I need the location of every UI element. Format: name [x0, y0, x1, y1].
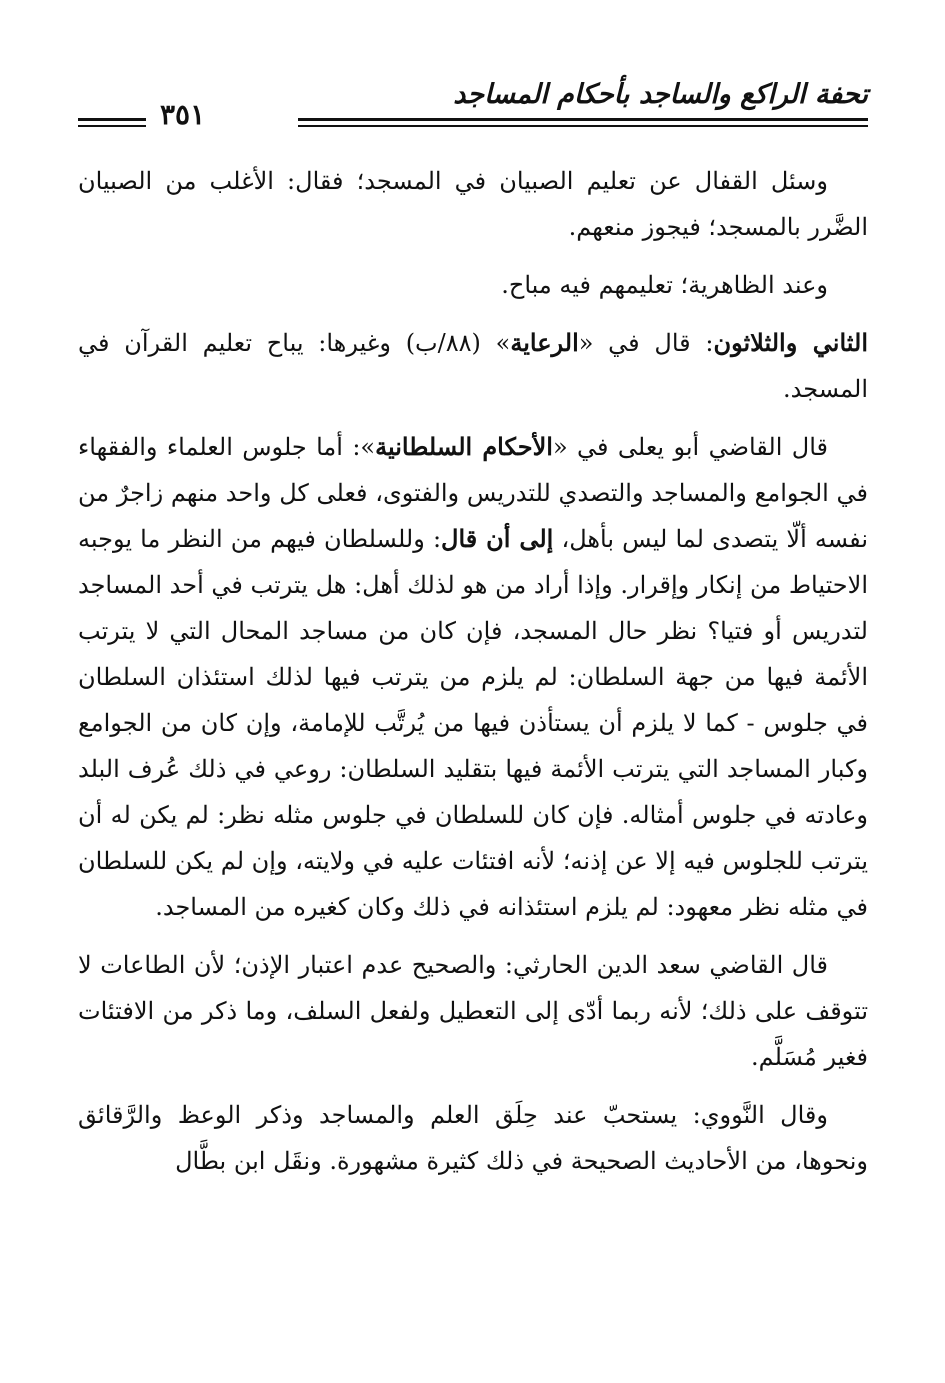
paragraph-3 — [78, 320, 868, 412]
paragraph-4-text-a: قال القاضي أبو يعلى في « — [552, 433, 828, 461]
page-body — [78, 158, 868, 1196]
header-rule-long — [298, 118, 868, 121]
paragraph-4 — [78, 424, 868, 930]
page-number: ٣٥١ — [160, 98, 206, 131]
paragraph-6: وقال النَّووي: يستحبّ عند حِلَق العلم والمساجد وذكر الوعظ والرَّقائق ونحوها، من الأحاديث الصحيحة في ذلك كثيرة مشهورة. ونقَل ابن بطَّال — [78, 1101, 868, 1175]
paragraph-4-text-b: »: أما جلوس العلماء والفقهاء في الجوامع والمساجد والتصدي للتدريس والفتوى، فعلى كل واحد منهم زاجرٌ من نفسه ألّا يتصدى لما ليس بأهل، — [78, 433, 869, 553]
page-header — [78, 78, 868, 138]
paragraph-2: وعند الظاهرية؛ تعليمهم فيه مباح. — [501, 271, 828, 299]
paragraph-5: قال القاضي سعد الدين الحارثي: والصحيح عدم اعتبار الإذن؛ لأن الطاعات لا تتوقف على ذلك؛ لأنه ربما أدّى إلى التعطيل ولفعل السلف، وما ذكر من الافتئات فغير مُسَلَّم. — [78, 951, 868, 1071]
emphasis-phrase: إلى أن قال — [441, 524, 554, 553]
book-title: الأحكام السلطانية — [375, 432, 553, 461]
header-rule-short — [78, 118, 146, 121]
paragraph-4-text-c: : وللسلطان فيهم من النظر ما يوجبه الاحتياط من إنكار وإقرار. وإذا أراد من هو لذلك أهل: هل يترتب في أحد المساجد لتدريس أو فتيا؟ نظر حال المسجد، فإن كان من مساجد المحال التي لا يترتب الأئمة فيها من جهة السلطان: لم يلزم من يترتب فيها لذلك استئذان السلطان في جلوس - كما لا يلزم أن يستأذن فيها من يُرتَّب للإمامة، وإن كان من الجوامع وكبار المساجد التي يترتب الأئمة فيها بتقليد السلطان: روعي في ذلك عُرف البلد وعادته في جلوس أمثاله. فإن كان للسلطان في جلوس مثله نظر: لم يكن له أن يترتب للجلوس فيه إلا عن إذنه؛ لأنه افتئات عليه في ولايته، وإن لم يكن للسلطان في مثله نظر معهود: لم يلزم استئذانه في ذلك وكان كغيره من المساجد. — [78, 525, 868, 921]
book-title: الرعاية — [510, 328, 579, 357]
paragraph-1: وسئل القفال عن تعليم الصبيان في المسجد؛ فقال: الأغلب من الصبيان الضَّرر بالمسجد؛ فيجوز منعهم. — [78, 167, 868, 241]
paragraph-3-text-a: : قال في « — [578, 329, 714, 357]
running-title: تحفة الراكع والساجد بأحكام المساجد — [453, 79, 868, 110]
section-heading: الثاني والثلاثون — [713, 328, 868, 357]
paragraph-3-text-b: » (٨٨/ب) وغيرها: يباح تعليم القرآن في المسجد. — [78, 329, 868, 403]
